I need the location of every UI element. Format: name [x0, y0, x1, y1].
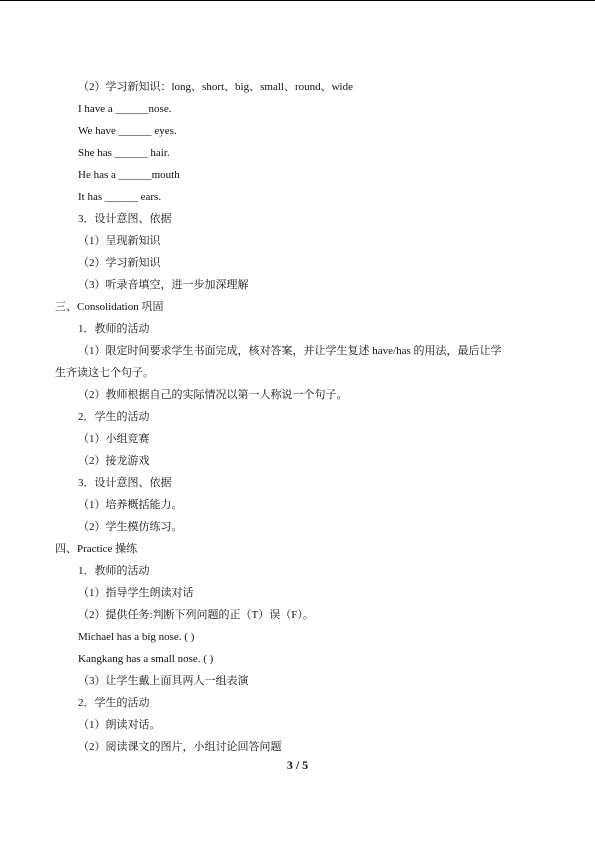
text-line: Kangkang has a small nose. ( )	[78, 653, 214, 665]
text-line: 1．教师的活动	[78, 565, 150, 577]
text-line: It has ______ ears.	[78, 191, 162, 203]
text-line: Michael has a big nose. ( )	[78, 631, 195, 643]
text-line: （2）阅读课文的图片，小组讨论回答问题	[78, 741, 282, 753]
text-line: He has a ______mouth	[78, 169, 180, 181]
text-line: （2）提供任务:判断下列问题的正（T）误（F）。	[78, 609, 314, 621]
text-line: 3．设计意图、依据	[78, 477, 172, 489]
text-line: （2）学生模仿练习。	[78, 521, 183, 533]
text-line: （1）呈现新知识	[78, 235, 161, 247]
text-line: （2）学习新知识：long、short、big、small、round、wide	[78, 81, 353, 93]
text-line: （1）朗读对话。	[78, 719, 161, 731]
text-line: （1）小组竞赛	[78, 433, 150, 445]
text-line: We have ______ eyes.	[78, 125, 177, 137]
document-body	[0, 76, 595, 758]
text-line: （1）指导学生朗读对话	[78, 587, 194, 599]
section-heading: 三、Consolidation 巩固	[55, 301, 164, 313]
text-line: （2）教师根据自己的实际情况以第一人称说一个句子。	[78, 389, 348, 401]
text-line: 生齐读这七个句子。	[55, 367, 154, 379]
text-line: 2．学生的活动	[78, 411, 150, 423]
top-rule	[0, 0, 595, 1]
text-line: She has ______ hair.	[78, 147, 170, 159]
section-heading: 四、Practice 操练	[55, 543, 138, 555]
text-line: 1．教师的活动	[78, 323, 150, 335]
text-line: 3．设计意图、依据	[78, 213, 172, 225]
text-line: （3）让学生戴上面具两人一组表演	[78, 675, 249, 687]
text-line: I have a ______nose.	[78, 103, 172, 115]
text-line: （1）培养概括能力。	[78, 499, 183, 511]
text-line: （1）限定时间要求学生书面完成，核对答案，并让学生复述 have/has 的用法，最后让学	[78, 345, 502, 357]
text-line: （3）听录音填空，进一步加深理解	[78, 279, 249, 291]
text-line: （2）接龙游戏	[78, 455, 150, 467]
text-line: 2．学生的活动	[78, 697, 150, 709]
text-line: （2）学习新知识	[78, 257, 161, 269]
page-number: 3 / 5	[286, 758, 309, 772]
